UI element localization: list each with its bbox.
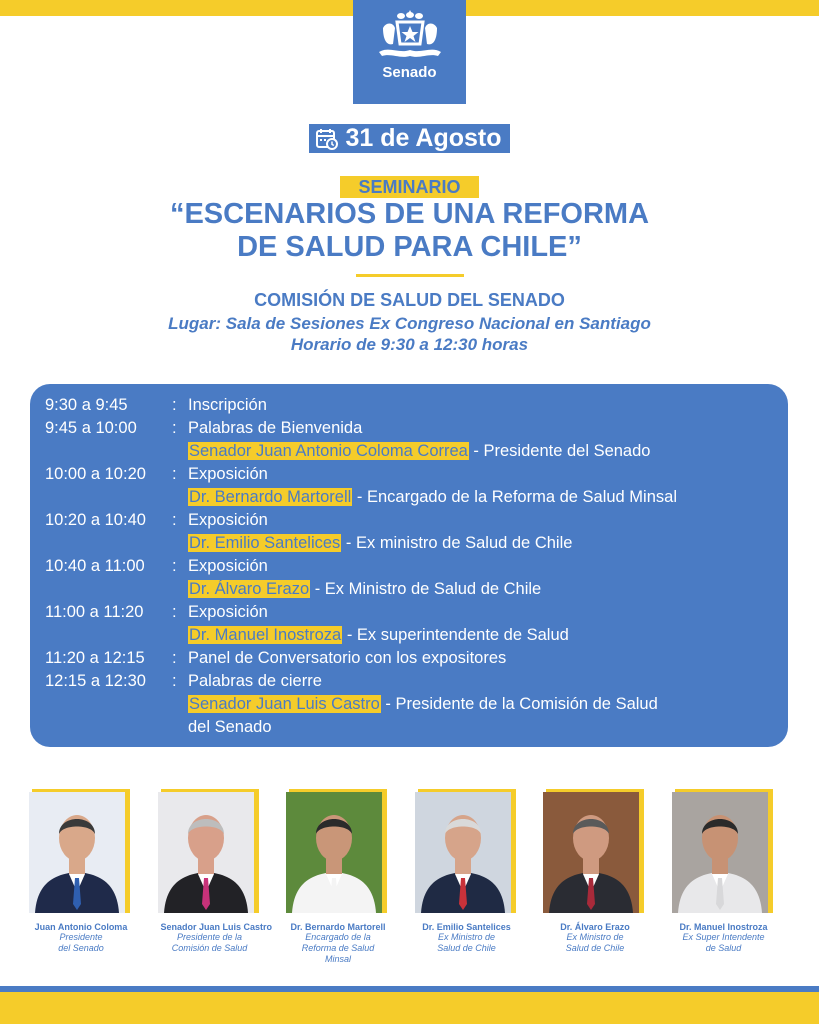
speaker-card [546, 789, 644, 954]
seminar-label: SEMINARIO [340, 176, 478, 198]
portrait-icon [543, 792, 639, 913]
schedule-colon: : [172, 511, 177, 529]
schedule-description: Panel de Conversatorio con los expositores [188, 649, 507, 667]
schedule-description [188, 578, 541, 601]
speaker-name: Dr. Manuel Inostroza [679, 922, 768, 932]
schedule-description: Exposición [188, 603, 268, 621]
schedule-time: 11:00 a 11:20 [45, 603, 144, 621]
schedule-time: 11:20 a 12:15 [45, 649, 145, 667]
date-badge [309, 124, 509, 153]
speaker-role-line2: del Senado [58, 943, 104, 953]
speaker-highlight: Senador Juan Antonio Coloma Correa [189, 442, 468, 460]
speaker-card [160, 789, 273, 954]
speaker-role-line1: Ex Super Intendente [682, 932, 765, 942]
speaker-photo-frame [546, 789, 644, 913]
speaker-card [675, 789, 773, 954]
portrait-icon [415, 792, 511, 913]
schedule-description: Exposición [188, 511, 268, 529]
schedule-colon: : [172, 649, 177, 667]
speaker-photo [672, 792, 768, 913]
speaker-role-line1: Ex Ministro de [566, 932, 624, 942]
speaker-name: Dr. Emilio Santelices [422, 922, 511, 932]
coat-of-arms-icon [375, 8, 445, 62]
speaker-photo-frame [289, 789, 387, 913]
event-hours: Horario de 9:30 a 12:30 horas [290, 335, 529, 354]
seminar-title-line1: “ESCENARIOS DE UNA REFORMA [169, 198, 650, 230]
seminar-title [0, 198, 819, 264]
speaker-highlight: Senador Juan Luis Castro [189, 695, 380, 713]
event-place: Lugar: Sala de Sesiones Ex Congreso Nacional en Santiago [168, 314, 651, 333]
speaker-role: - Ex superintendente de Salud [342, 626, 569, 644]
portrait-icon [672, 792, 768, 913]
schedule-colon: : [172, 396, 177, 414]
speaker-role-line2: Reforma de Salud Minsal [301, 943, 375, 964]
seminar-label-wrap [0, 176, 819, 198]
bottom-yellow-bar [0, 992, 819, 1024]
speaker-role-line2: Salud de Chile [437, 943, 496, 953]
speaker-name: Dr. Bernardo Martorell [290, 922, 386, 932]
speaker-name: Senador Juan Luis Castro [160, 922, 273, 932]
date-section [0, 124, 819, 156]
schedule-colon: : [172, 672, 177, 690]
speaker-role-line2: Salud de Chile [565, 943, 625, 953]
speaker-role: - Presidente de la Comisión de Salud [380, 695, 658, 713]
speaker-highlight: Dr. Bernardo Martorell [189, 488, 352, 506]
speaker-card [418, 789, 516, 954]
speaker-role-line2: Comisión de Salud [171, 943, 248, 953]
schedule-time: 9:45 a 10:00 [45, 419, 137, 437]
schedule-colon: : [172, 465, 177, 483]
speaker-photo [286, 792, 382, 913]
schedule-time: 10:20 a 10:40 [45, 511, 146, 529]
speaker-card [32, 789, 130, 954]
speaker-photo [415, 792, 511, 913]
speaker-role: - Presidente del Senado [468, 442, 651, 460]
speaker-highlight: Dr. Emilio Santelices [189, 534, 341, 552]
speaker-role: - Ex ministro de Salud de Chile [341, 534, 573, 552]
schedule-description: Palabras de cierre [188, 672, 322, 690]
schedule-colon: : [172, 557, 177, 575]
senado-logo [353, 0, 466, 104]
schedule-description [188, 486, 677, 509]
schedule-time: 10:40 a 11:00 [45, 557, 145, 575]
schedule-colon: : [172, 419, 177, 437]
schedule-description: Palabras de Bienvenida [188, 419, 363, 437]
schedule-description [188, 693, 658, 716]
schedule-description: del Senado [188, 718, 272, 736]
speaker-name: Dr. Álvaro Erazo [560, 922, 630, 932]
schedule-description: Exposición [188, 557, 268, 575]
schedule-description [188, 532, 572, 555]
speaker-role: - Encargado de la Reforma de Salud Minsal [352, 488, 677, 506]
schedule-description [188, 624, 569, 647]
schedule-panel [30, 384, 788, 747]
speaker-photo [543, 792, 639, 913]
portrait-icon [29, 792, 125, 913]
calendar-clock-icon [315, 127, 339, 151]
schedule-description [188, 440, 650, 463]
speaker-role-line2: de Salud [705, 943, 742, 953]
schedule-time: 10:00 a 10:20 [45, 465, 146, 483]
schedule-description: Inscripción [188, 396, 267, 414]
schedule-time: 9:30 a 9:45 [45, 396, 128, 414]
event-date: 31 de Agosto [345, 124, 502, 152]
speaker-photo [29, 792, 125, 913]
commission-name: COMISIÓN DE SALUD DEL SENADO [254, 290, 565, 310]
senado-logo-text: Senado [382, 64, 437, 81]
speaker-card [289, 789, 387, 965]
speaker-name: Juan Antonio Coloma [34, 922, 128, 932]
schedule-colon: : [172, 603, 177, 621]
speaker-photo-frame [418, 789, 516, 913]
title-divider [356, 274, 464, 277]
speaker-photo-frame [161, 789, 259, 913]
speaker-highlight: Dr. Manuel Inostroza [189, 626, 342, 644]
seminar-title-line2: DE SALUD PARA CHILE” [237, 231, 582, 263]
portrait-icon [286, 792, 382, 913]
speaker-photo-frame [675, 789, 773, 913]
schedule-time: 12:15 a 12:30 [45, 672, 146, 690]
speaker-role-line1: Presidente de la [176, 932, 243, 942]
speaker-role-line1: Ex Ministro de [437, 932, 496, 942]
speaker-photo [158, 792, 254, 913]
speaker-highlight: Dr. Álvaro Erazo [189, 580, 310, 598]
speaker-photo-frame [32, 789, 130, 913]
speaker-role: - Ex Ministro de Salud de Chile [310, 580, 542, 598]
speaker-role-line1: Presidente [59, 932, 103, 942]
speaker-role-line1: Encargado de la [305, 932, 371, 942]
schedule-description: Exposición [188, 465, 268, 483]
portrait-icon [158, 792, 254, 913]
